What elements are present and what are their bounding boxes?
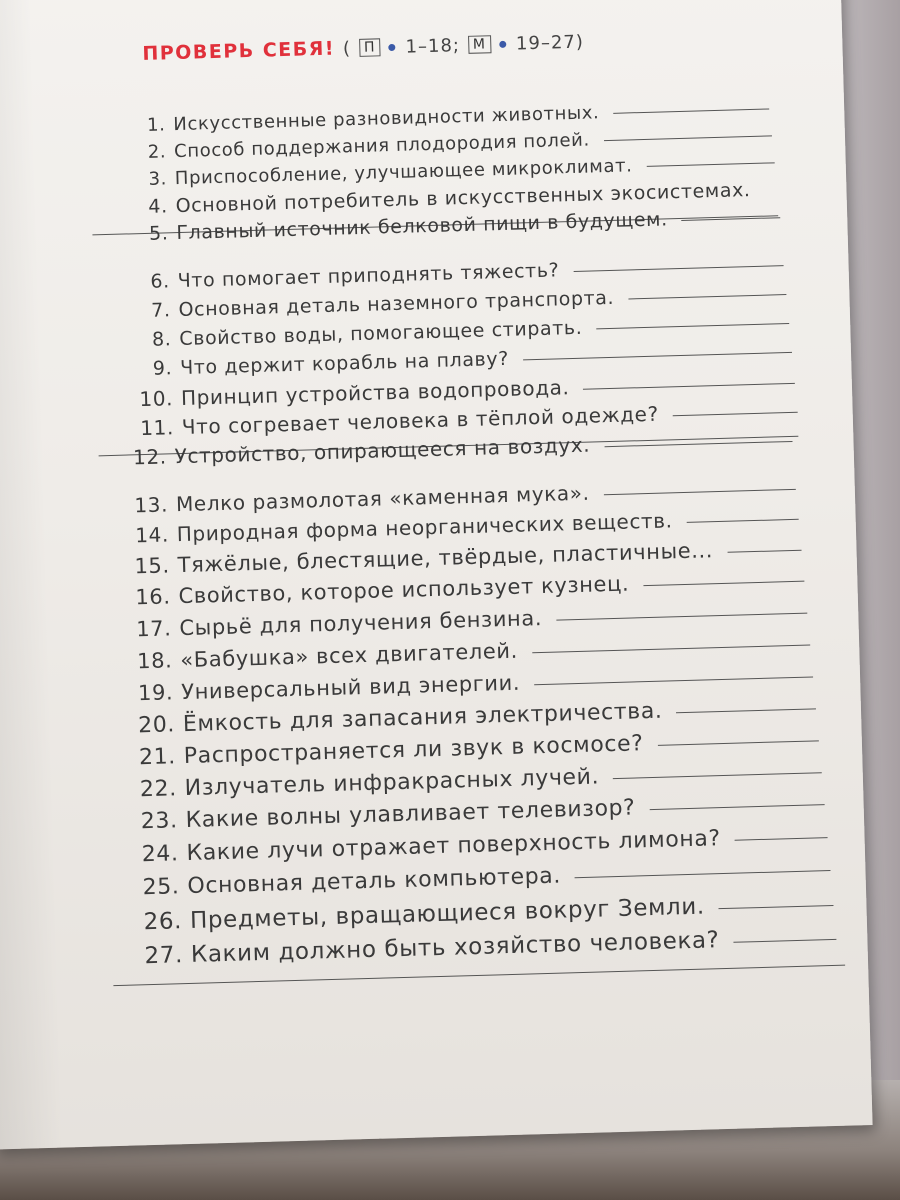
answer-line[interactable] xyxy=(532,644,810,654)
question-text: Главный источник белковой пищи в будущем. xyxy=(176,208,668,245)
question-text: Распространяется ли звук в космосе? xyxy=(183,731,644,770)
answer-line[interactable] xyxy=(613,107,769,113)
question-number: 1. xyxy=(146,114,166,136)
question-number: 10. xyxy=(139,386,174,412)
answer-line[interactable] xyxy=(575,869,831,878)
question-list xyxy=(128,66,828,970)
range-m: 19–27) xyxy=(515,31,585,54)
answer-line[interactable] xyxy=(534,675,813,685)
question-number: 4. xyxy=(148,195,168,218)
question-text: Устройство, опирающееся на воздух. xyxy=(174,432,591,469)
question-text: Свойство, которое использует кузнец. xyxy=(178,571,630,609)
question-number: 5. xyxy=(148,222,169,245)
question-text: Ёмкость для запасания электричества. xyxy=(182,698,663,738)
question-text: Какие лучи отражает поверхность лимона? xyxy=(186,826,722,867)
question-number: 13. xyxy=(134,492,169,518)
answer-line[interactable] xyxy=(687,518,799,523)
answer-line[interactable] xyxy=(583,382,794,390)
question-text: Тяжёлые, блестящие, твёрдые, пластичные... xyxy=(177,538,714,578)
question-text: Что согревает человека в тёплой одежде? xyxy=(181,401,660,439)
question-number: 20. xyxy=(137,712,176,739)
answer-line[interactable] xyxy=(643,580,804,587)
answer-line[interactable] xyxy=(604,488,796,495)
answer-line[interactable] xyxy=(604,440,792,447)
question-text: Сырьё для получения бензина. xyxy=(179,606,543,641)
question-text: Излучатель инфракрасных лучей. xyxy=(184,764,600,802)
question-number: 12. xyxy=(132,444,167,470)
question-text: Что помогает приподнять тяжесть? xyxy=(177,259,560,293)
answer-line[interactable] xyxy=(733,938,836,943)
question-text: Принцип устройства водопровода. xyxy=(180,375,570,410)
question-number: 23. xyxy=(140,808,178,835)
page-spine-shadow xyxy=(0,0,63,1150)
question-number: 8. xyxy=(151,328,172,351)
answer-line-continuation[interactable] xyxy=(113,965,845,986)
badge-m: М xyxy=(468,35,492,54)
section-header xyxy=(142,31,584,65)
question-number: 11. xyxy=(139,415,175,441)
question-text: Природная форма неорганических веществ. xyxy=(176,508,673,547)
answer-line[interactable] xyxy=(556,612,807,621)
question-number: 6. xyxy=(150,270,171,293)
header-title: ПРОВЕРЬ СЕБЯ! xyxy=(142,37,336,65)
answer-line[interactable] xyxy=(573,264,783,272)
question-text: Основной потребитель в искусственных экосистемах. xyxy=(175,179,751,218)
answer-line[interactable] xyxy=(657,739,818,746)
answer-line[interactable] xyxy=(613,771,822,779)
question-text: Какие волны улавливает телевизор? xyxy=(185,795,636,834)
question-number: 24. xyxy=(141,841,179,868)
answer-line[interactable] xyxy=(596,322,789,329)
answer-line[interactable] xyxy=(604,134,772,141)
question-text: Свойство воды, помогающее стирать. xyxy=(179,316,583,351)
question-number: 2. xyxy=(147,141,167,163)
question-number: 22. xyxy=(139,776,178,803)
question-text: Универсальный вид энергии. xyxy=(180,670,521,705)
answer-line[interactable] xyxy=(727,549,801,553)
answer-line[interactable] xyxy=(646,161,774,167)
question-text: Искусственные разновидности животных. xyxy=(173,102,600,136)
question-number: 14. xyxy=(134,522,170,548)
answer-line[interactable] xyxy=(719,904,834,909)
bullet-dot-icon xyxy=(499,40,506,47)
question-text: Приспособление, улучшающее микроклимат. xyxy=(174,155,633,190)
answer-line[interactable] xyxy=(628,293,786,299)
question-number: 16. xyxy=(135,584,171,610)
badge-p: П xyxy=(359,38,381,57)
answer-line[interactable] xyxy=(676,707,816,713)
answer-line[interactable] xyxy=(673,411,798,416)
question-text: Мелко размолотая «каменная мука». xyxy=(175,480,590,517)
header-open-paren: ( xyxy=(342,37,352,59)
answer-line[interactable] xyxy=(682,216,781,221)
question-number: 21. xyxy=(138,744,177,771)
question-number: 7. xyxy=(150,299,171,322)
question-number: 27. xyxy=(144,942,184,970)
range-p: 1–18; xyxy=(405,34,461,58)
answer-line[interactable] xyxy=(735,836,828,841)
answer-line[interactable] xyxy=(523,351,792,361)
answer-line[interactable] xyxy=(649,803,824,810)
question-text: Основная деталь наземного транспорта. xyxy=(178,286,615,322)
question-text: Каким должно быть хозяйство человека? xyxy=(190,927,720,968)
question-number: 17. xyxy=(135,616,172,642)
question-number: 18. xyxy=(136,648,173,674)
bullet-dot-icon xyxy=(388,43,395,50)
question-number: 26. xyxy=(143,908,183,936)
question-text: Способ поддержания плодородия полей. xyxy=(173,129,591,163)
question-number: 15. xyxy=(134,553,171,579)
question-number: 19. xyxy=(137,680,174,706)
question-text: «Бабушка» всех двигателей. xyxy=(180,638,519,673)
question-number: 25. xyxy=(142,874,180,901)
question-number: 3. xyxy=(148,168,168,190)
question-text: Что держит корабль на плаву? xyxy=(179,347,510,380)
question-text: Основная деталь компьютера. xyxy=(187,863,562,900)
question-number: 9. xyxy=(152,357,173,380)
question-text: Предметы, вращающиеся вокруг Земли. xyxy=(189,893,706,934)
